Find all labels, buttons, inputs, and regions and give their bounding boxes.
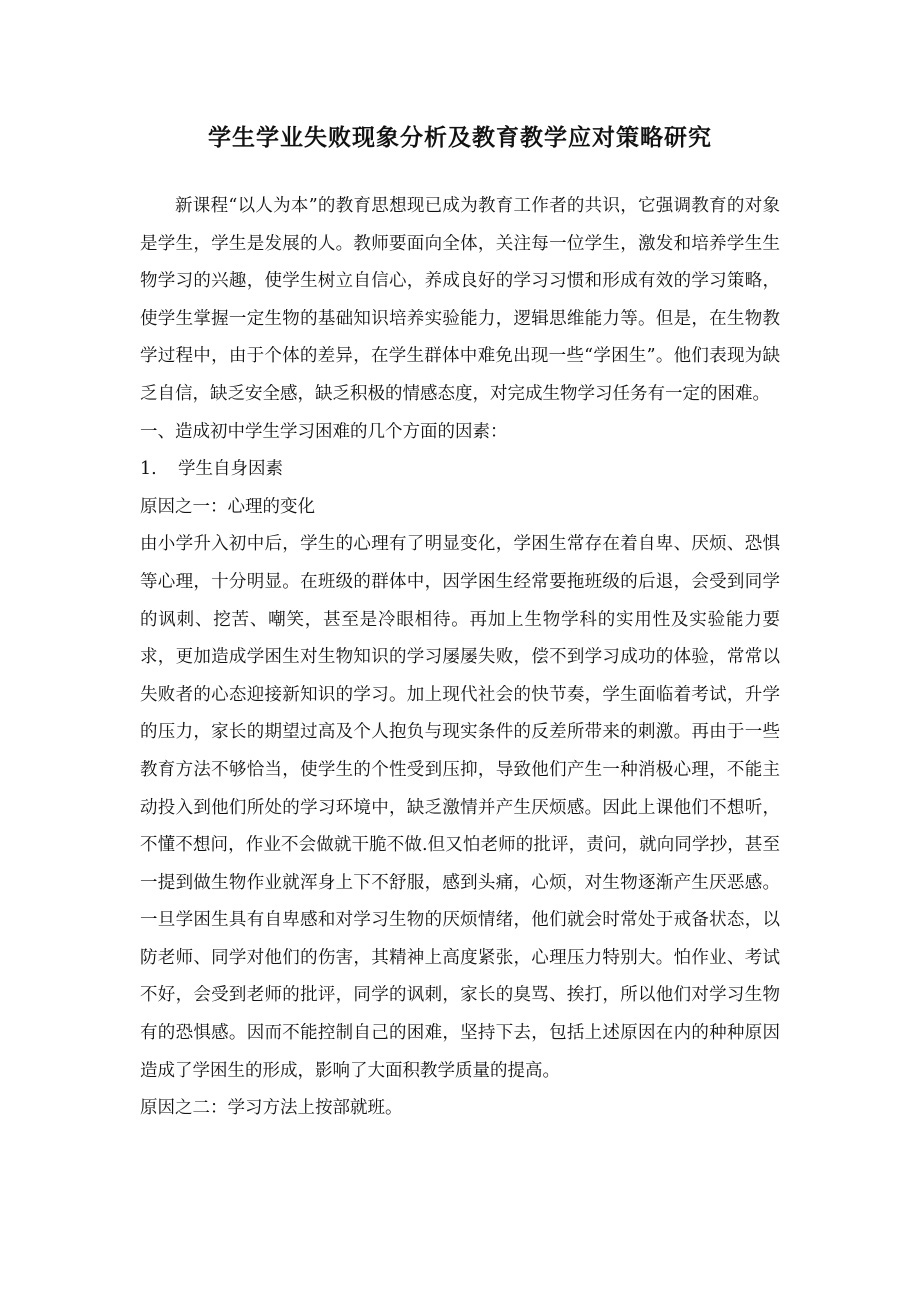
subsection-title: 学生自身因素 (178, 459, 283, 480)
reason-one-heading: 原因之一：心理的变化 (140, 496, 315, 517)
reason-two-heading: 原因之二：学习方法上按部就班。 (140, 1098, 403, 1119)
intro-paragraph: 新课程“以人为本”的教育思想现已成为教育工作者的共识，它强调教育的对象是学生，学生是发展的人。教师要面向全体，关注每一位学生，激发和培养学生生物学习的兴趣，使学生树立自信心，养成良好的学习习惯和形成有效的学习策略，使学生掌握一定生物的基础知识培养实验能力，逻辑思维能力等。但是，在生物教学过程中，由于个体的差异，在学生群体中难免出现一些“学困生”。他们表现为缺乏自信，缺乏安全感，缺乏积极的情感态度，对完成生物学习任务有一定的困难。 (140, 196, 780, 404)
reason-one-paragraph: 由小学升入初中后，学生的心理有了明显变化，学困生常存在着自卑、厌烦、恐惧等心理，十分明显。在班级的群体中，因学困生经常要拖班级的后退，会受到同学的讽刺、挖苦、嘲笑，甚至是冷眼相待。再加上生物学科的实用性及实验能力要求，更加造成学困生对生物知识的学习屡屡失败，偿不到学习成功的体验，常常以失败者的心态迎接新知识的学习。加上现代社会的快节奏，学生面临着考试，升学的压力，家长的期望过高及个人抱负与现实条件的反差所带来的刺激。再由于一些教育方法不够恰当，使学生的个性受到压抑，导致他们产生一种消极心理，不能主动投入到他们所处的学习环境中，缺乏激情并产生厌烦感。因此上课他们不想听，不懂不想问，作业不会做就干脆不做.但又怕老师的批评，责问，就向同学抄，甚至一提到做生物作业就浑身上下不舒服，感到头痛，心烦，对生物逐渐产生厌恶感。一旦学困生具有自卑感和对学习生物的厌烦情绪，他们就会时常处于戒备状态，以防老师、同学对他们的伤害，其精神上高度紧张，心理压力特别大。怕作业、考试不好，会受到老师的批评，同学的讽刺，家长的臭骂、挨打，所以他们对学习生物有的恐惧感。因而不能控制自己的困难，坚持下去，包括上述原因在内的种种原因造成了学困生的形成，影响了大面积教学质量的提高。 (140, 534, 780, 1081)
subsection-number: 1. (140, 459, 157, 480)
document-title: 学生学业失败现象分析及教育教学应对策略研究 (208, 124, 712, 151)
section-heading: 一、造成初中学生学习困难的几个方面的因素： (140, 421, 508, 442)
document-body (140, 188, 780, 1128)
subsection-heading (140, 451, 780, 489)
